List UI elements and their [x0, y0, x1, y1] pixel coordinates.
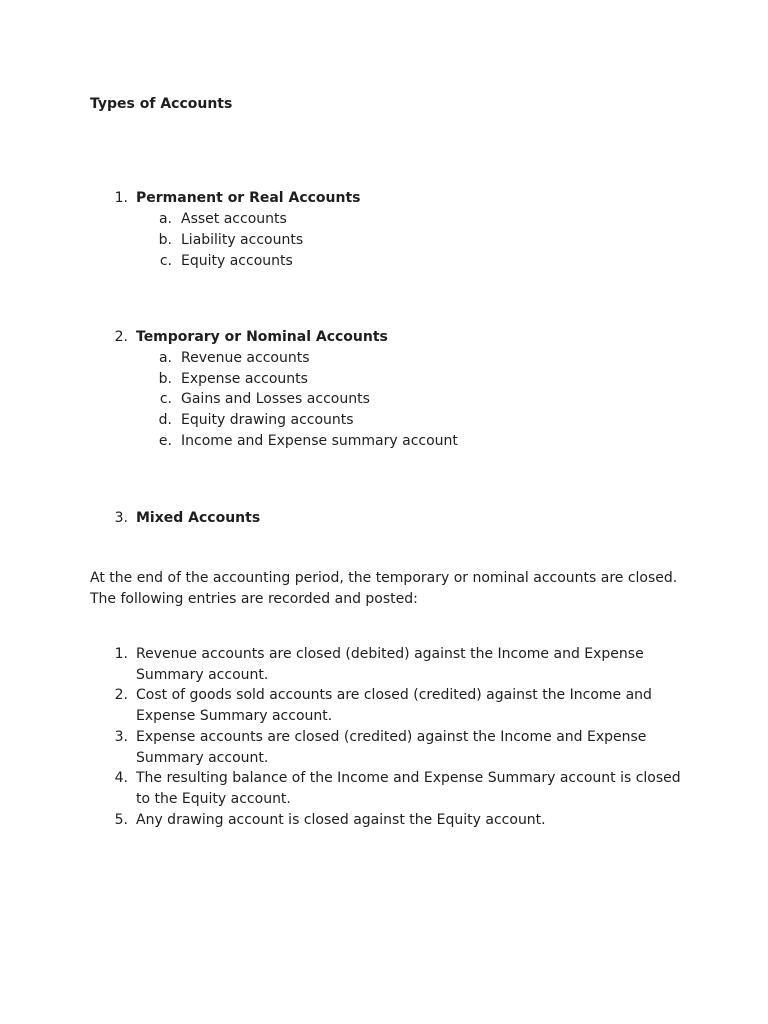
category-heading: Mixed Accounts: [136, 510, 261, 526]
item-text: Gains and Losses accounts: [181, 391, 370, 407]
closing-paragraph: At the end of the accounting period, the temporary or nominal accounts are closed. The following entries are recorded and posted:: [90, 570, 678, 607]
item-letter: c.: [159, 253, 172, 269]
list-item: [0, 230, 768, 251]
page-title: Types of Accounts: [90, 96, 233, 112]
item-text: Expense accounts: [181, 371, 308, 387]
step-number: 2.: [114, 687, 128, 703]
category-heading: Temporary or Nominal Accounts: [136, 329, 388, 345]
list-item: [0, 431, 768, 452]
item-letter: d.: [158, 412, 172, 428]
category-number: 2.: [114, 329, 128, 345]
step-number: 5.: [114, 812, 128, 828]
step-number: 1.: [114, 646, 128, 662]
item-text: Equity accounts: [181, 253, 293, 269]
list-item: [0, 389, 768, 410]
step-text: The resulting balance of the Income and Expense Summary account is closed to the Equity account.: [136, 770, 681, 807]
step-number: 4.: [114, 770, 128, 786]
step-text: Any drawing account is closed against the Equity account.: [136, 812, 546, 828]
step-text: Expense accounts are closed (credited) against the Income and Expense Summary account.: [136, 729, 647, 766]
item-text: Revenue accounts: [181, 350, 310, 366]
step-number: 3.: [114, 729, 128, 745]
step-text: Revenue accounts are closed (debited) against the Income and Expense Summary account.: [136, 646, 644, 683]
category-heading: Permanent or Real Accounts: [136, 190, 361, 206]
item-letter: b.: [158, 371, 172, 387]
item-letter: e.: [158, 433, 172, 449]
list-item: [0, 369, 768, 390]
item-text: Asset accounts: [181, 211, 287, 227]
category-number: 3.: [114, 510, 128, 526]
item-letter: a.: [158, 211, 172, 227]
list-item: [0, 251, 768, 272]
item-letter: c.: [159, 391, 172, 407]
list-item: [0, 348, 768, 369]
step-text: Cost of goods sold accounts are closed (credited) against the Income and Expense Summary account.: [136, 687, 652, 724]
item-letter: b.: [158, 232, 172, 248]
list-item: [0, 410, 768, 431]
item-text: Equity drawing accounts: [181, 412, 354, 428]
item-text: Income and Expense summary account: [181, 433, 458, 449]
item-text: Liability accounts: [181, 232, 304, 248]
item-letter: a.: [158, 350, 172, 366]
list-item: [0, 209, 768, 230]
category-number: 1.: [114, 190, 128, 206]
